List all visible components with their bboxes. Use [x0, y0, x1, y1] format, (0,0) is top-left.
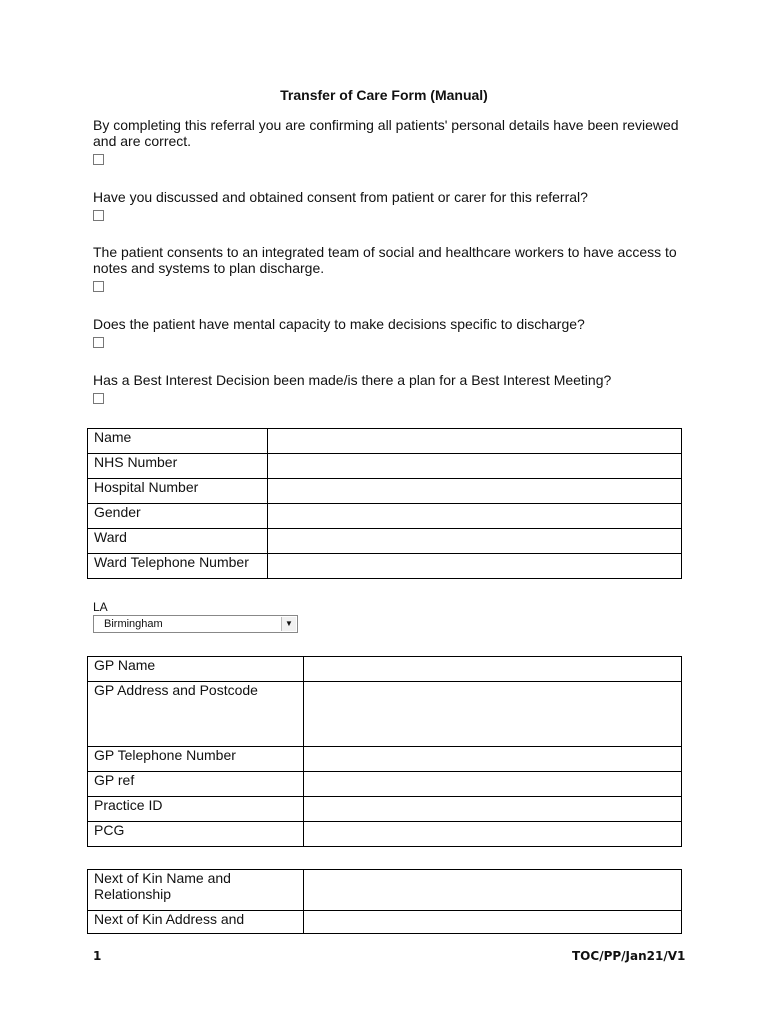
name-field[interactable]	[268, 429, 682, 454]
row-label: GP Telephone Number	[88, 747, 304, 772]
row-label: Name	[88, 429, 268, 454]
row-label: NHS Number	[88, 454, 268, 479]
gp-details-table	[87, 656, 682, 847]
row-label: Hospital Number	[88, 479, 268, 504]
question-text: Have you discussed and obtained consent from patient or carer for this referral?	[93, 189, 588, 205]
question-text: The patient consents to an integrated team of social and healthcare workers to have access to notes and systems to plan discharge.	[93, 244, 677, 276]
row-label: Ward Telephone Number	[88, 554, 268, 579]
la-dropdown[interactable]	[93, 615, 298, 633]
question-text: By completing this referral you are confirming all patients' personal details have been reviewed and are correct.	[93, 117, 679, 149]
gp-telephone-field[interactable]	[304, 747, 682, 772]
form-title: Transfer of Care Form (Manual)	[280, 87, 488, 103]
row-label: GP Address and Postcode	[88, 682, 304, 747]
best-interest-checkbox[interactable]	[93, 393, 104, 404]
question-mental-capacity	[93, 316, 683, 348]
consent-checkbox[interactable]	[93, 210, 104, 221]
row-label: Next of Kin Name and Relationship	[88, 870, 304, 911]
question-integrated-team-access	[93, 244, 683, 292]
gp-ref-field[interactable]	[304, 772, 682, 797]
next-of-kin-address-field[interactable]	[304, 911, 682, 934]
question-text: Has a Best Interest Decision been made/is there a plan for a Best Interest Meeting?	[93, 372, 612, 388]
gender-field[interactable]	[268, 504, 682, 529]
gp-address-field[interactable]	[304, 682, 682, 747]
next-of-kin-name-field[interactable]	[304, 870, 682, 911]
next-of-kin-table	[87, 869, 682, 934]
chevron-down-icon[interactable]: ▼	[281, 617, 296, 631]
ward-field[interactable]	[268, 529, 682, 554]
pcg-field[interactable]	[304, 822, 682, 847]
question-text: Does the patient have mental capacity to make decisions specific to discharge?	[93, 316, 585, 332]
patient-details-table	[87, 428, 682, 579]
row-label: PCG	[88, 822, 304, 847]
page-number: 1	[93, 949, 102, 963]
question-personal-details-confirmed	[93, 117, 683, 165]
personal-details-checkbox[interactable]	[93, 154, 104, 165]
question-consent-obtained	[93, 189, 683, 221]
mental-capacity-checkbox[interactable]	[93, 337, 104, 348]
nhs-number-field[interactable]	[268, 454, 682, 479]
hospital-number-field[interactable]	[268, 479, 682, 504]
row-label: GP ref	[88, 772, 304, 797]
ward-telephone-field[interactable]	[268, 554, 682, 579]
row-label: Practice ID	[88, 797, 304, 822]
row-label: Next of Kin Address and	[88, 911, 304, 934]
row-label: GP Name	[88, 657, 304, 682]
row-label: Gender	[88, 504, 268, 529]
question-best-interest	[93, 372, 683, 404]
practice-id-field[interactable]	[304, 797, 682, 822]
la-label: LA	[93, 600, 108, 614]
gp-name-field[interactable]	[304, 657, 682, 682]
row-label: Ward	[88, 529, 268, 554]
integrated-team-checkbox[interactable]	[93, 281, 104, 292]
la-selected-value: Birmingham	[104, 618, 163, 630]
document-reference: TOC/PP/Jan21/V1	[572, 949, 686, 963]
